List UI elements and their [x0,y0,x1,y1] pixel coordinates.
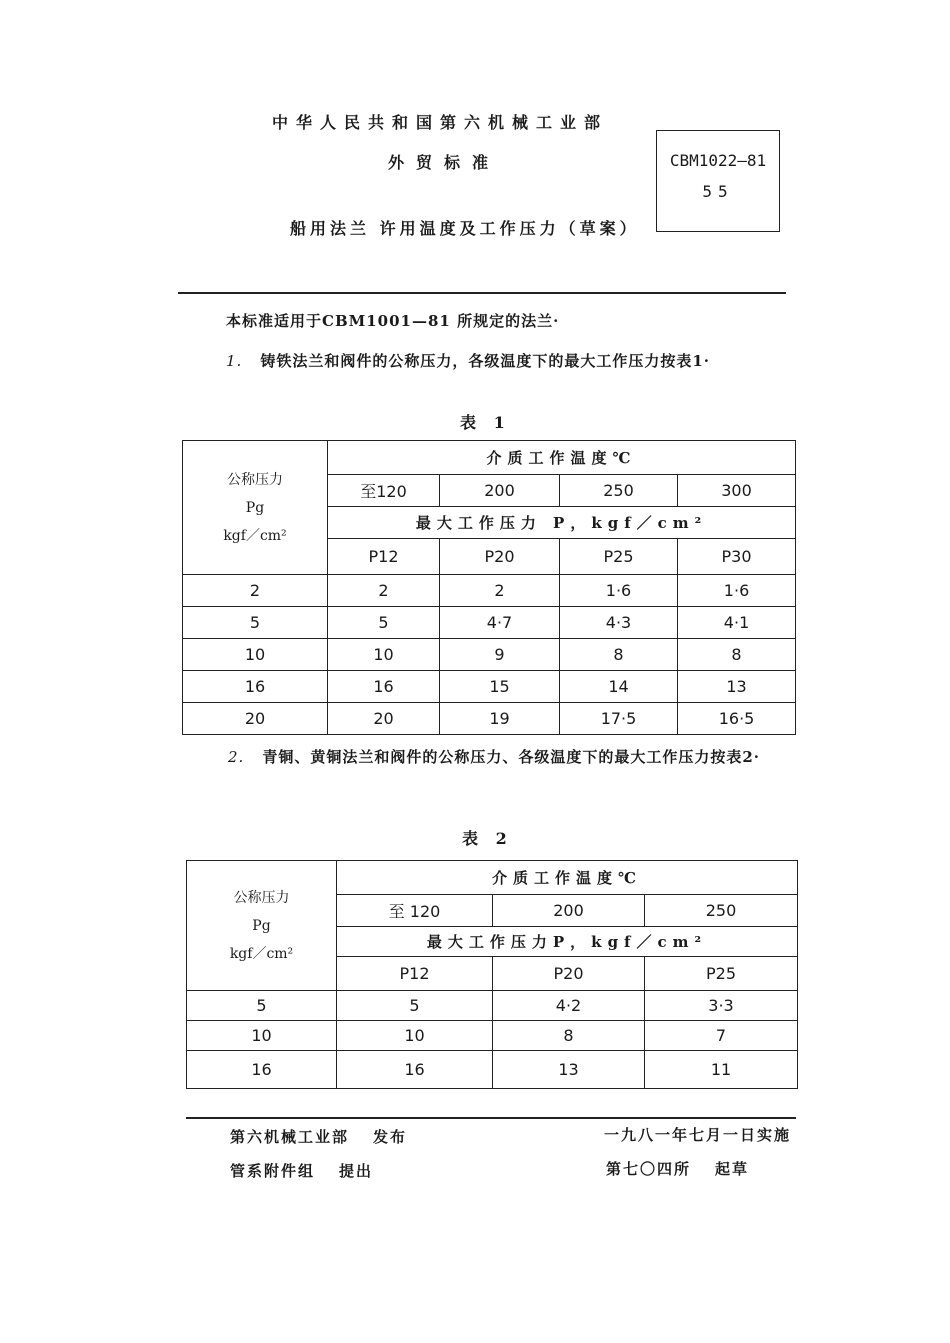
pg-symbol: Pg [252,917,271,934]
pressure-symbol: P20 [493,957,645,991]
proposer: 管系附件组 [230,1162,316,1180]
table-cell: 4·3 [560,607,678,639]
table-cell: 2 [328,575,440,607]
pg-symbol: Pg [245,499,265,516]
table-1-row-header [183,441,328,575]
nominal-pressure-label: 公称压力 [233,889,290,906]
table-row [183,639,796,671]
pressure-symbol: P25 [560,539,678,575]
table-cell: 4·2 [493,991,645,1021]
table-cell: 8 [560,639,678,671]
table-cell: 3·3 [645,991,798,1021]
clause-1 [226,350,710,371]
header-divider [178,292,786,294]
clause-1-text: 铸铁法兰和阀件的公称压力，各级温度下的最大工作压力按表1· [260,352,710,370]
table-cell: 1·6 [678,575,796,607]
table-2 [186,860,798,1089]
table-cell: 8 [678,639,796,671]
table-cell: 16 [328,671,440,703]
table-cell: 16·5 [678,703,796,735]
temp-col: 250 [560,475,678,507]
draft-action: 起草 [715,1160,750,1178]
publisher: 第六机械工业部 [230,1128,350,1146]
table-row [183,671,796,703]
table-cell: 5 [183,607,328,639]
table-row [187,1051,798,1089]
max-pressure-header: 最大工作压力P，kgf／cm² [337,927,798,957]
standard-type: 外贸标准 [388,153,501,172]
issuing-ministry: 中华人民共和国第六机械工业部 [272,113,609,132]
table-cell: 15 [440,671,560,703]
temperature-header: 介质工作温度℃ [328,441,796,475]
temp-col: 至 120 [337,895,493,927]
table-cell: 7 [645,1021,798,1051]
table-1 [182,440,796,735]
pressure-symbol: P12 [328,539,440,575]
table-cell: 2 [183,575,328,607]
proposer-line [230,1160,373,1181]
table-2-row-header [187,861,337,991]
pg-unit: kgf／cm² [223,527,287,544]
table-cell: 10 [183,639,328,671]
table-cell: 16 [337,1051,493,1089]
pg-unit: kgf／cm² [229,945,294,962]
table-cell: 16 [187,1051,337,1089]
table-cell: 13 [678,671,796,703]
temp-col: 250 [645,895,798,927]
table-cell: 17·5 [560,703,678,735]
table-cell: 16 [183,671,328,703]
table-cell: 11 [645,1051,798,1089]
table-cell: 20 [183,703,328,735]
table-cell: 10 [328,639,440,671]
clause-2-text: 青铜、黄铜法兰和阀件的公称压力、各级温度下的最大工作压力按表2· [262,748,760,766]
table-1-caption: 表 1 [460,413,511,432]
nominal-pressure-label: 公称压力 [227,471,283,488]
intro-text: 本标准适用于CBM1001—81 所规定的法兰· [226,312,560,330]
table-cell: 1·6 [560,575,678,607]
table-cell: 4·7 [440,607,560,639]
propose-action: 提出 [339,1162,374,1180]
temp-col: 300 [678,475,796,507]
max-pressure-header: 最大工作压力 P，kgf／cm² [328,507,796,539]
standard-code: CBM1022—81 [669,151,767,170]
table-cell: 19 [440,703,560,735]
clause-1-number: 1. [226,352,243,370]
publish-action: 发布 [373,1128,408,1146]
table-cell: 13 [493,1051,645,1089]
pressure-symbol: P20 [440,539,560,575]
table-cell: 10 [337,1021,493,1051]
table-cell: 8 [493,1021,645,1051]
standard-code-box [656,130,780,232]
temperature-header: 介质工作温度℃ [337,861,798,895]
table-cell: 10 [187,1021,337,1051]
table-cell: 14 [560,671,678,703]
table-cell: 4·1 [678,607,796,639]
pressure-symbol: P25 [645,957,798,991]
document-title: 船用法兰 许用温度及工作压力（草案） [290,219,640,238]
footer-divider [186,1117,796,1119]
table-row [187,1021,798,1051]
pressure-symbol: P30 [678,539,796,575]
table-cell: 2 [440,575,560,607]
table-row [183,607,796,639]
table-cell: 5 [328,607,440,639]
table-cell: 9 [440,639,560,671]
clause-2-number: 2. [228,748,245,766]
temp-col: 200 [493,895,645,927]
table-row [187,991,798,1021]
table-row [183,703,796,735]
drafter: 第七〇四所 [606,1160,692,1178]
clause-2 [228,746,760,767]
table-2-caption: 表 2 [462,829,513,848]
table-cell: 5 [187,991,337,1021]
table-cell: 5 [337,991,493,1021]
page-number: 55 [702,182,734,201]
temp-col: 至120 [328,475,440,507]
temp-col: 200 [440,475,560,507]
effective-date: 一九八一年七月一日实施 [604,1126,792,1144]
publisher-line [230,1126,407,1147]
table-cell: 20 [328,703,440,735]
drafter-line [606,1158,749,1179]
table-row [183,575,796,607]
pressure-symbol: P12 [337,957,493,991]
